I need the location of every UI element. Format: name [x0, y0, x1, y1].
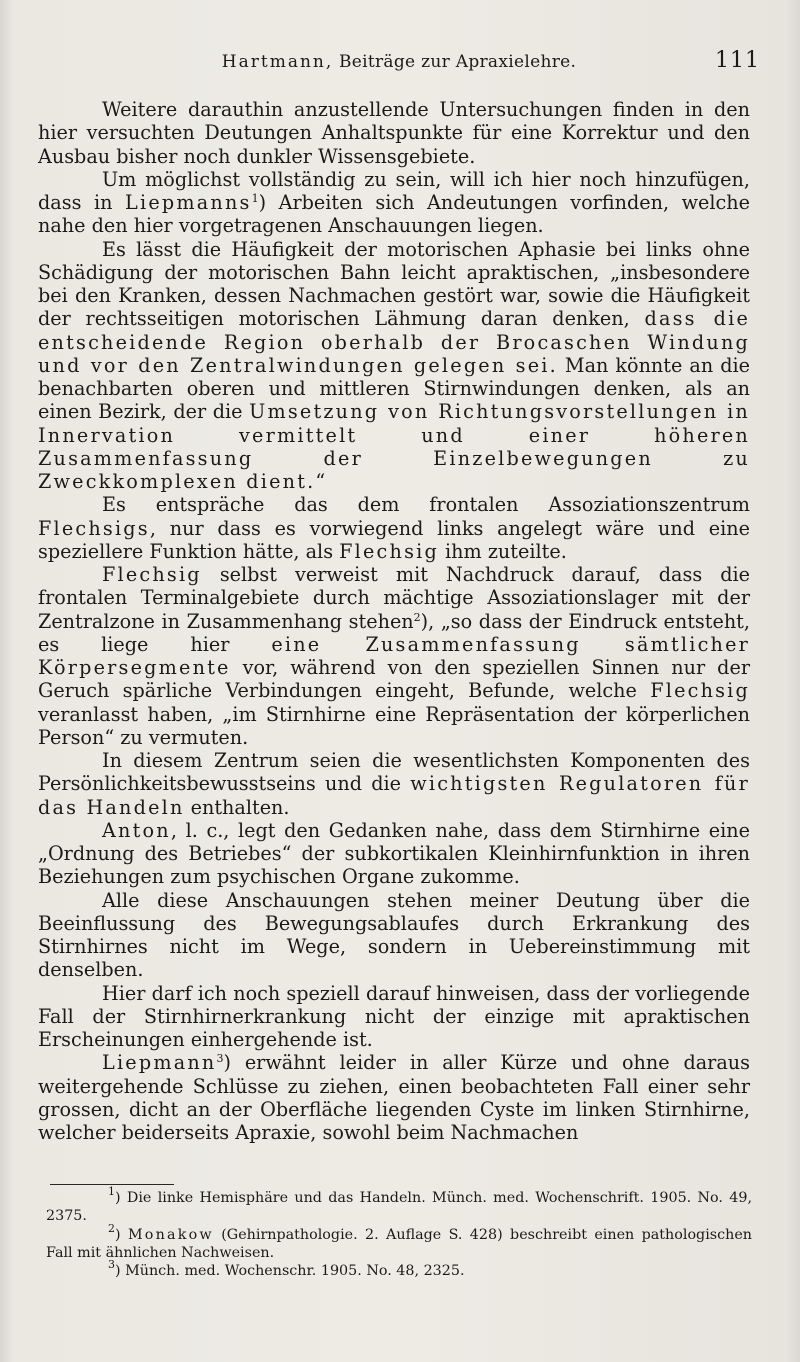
- paragraph: [38, 168, 750, 238]
- page-number: 111: [715, 48, 760, 73]
- text-run: enthalten.: [184, 795, 290, 819]
- text-run: selbst verweist mit Nachdruck darauf, dass die frontalen Terminalgebiete durch mächtige Assoziationslager mit der Zentralzone in Zusammenhang stehen: [38, 563, 750, 633]
- spaced-text: Monakow: [127, 1226, 214, 1243]
- text-run: In diesem Zentrum seien die wesentlichsten Komponenten des Persönlichkeitsbewusstseins und die: [38, 749, 750, 796]
- text-run: ), „so dass der Eindruck entsteht, es liege hier: [38, 609, 750, 656]
- spaced-text: eine Zusammenfassung sämtlicher Körpersegmente: [38, 632, 750, 679]
- text-run: (Gehirnpathologie. 2. Auflage S. 428) beschreibt einen pathologischen Fall mit ähnlichen Nachweisen.: [46, 1226, 752, 1261]
- text-run: Weitere darauthin anzustellende Untersuchungen finden in den hier versuchten Deutungen Anhaltspunkte für eine Korrektur und den Ausbau bisher noch dunkler Wissensgebiete.: [38, 98, 750, 168]
- running-head-author: Hartmann,: [221, 52, 334, 72]
- text-run: Man könnte an die benachbarten oberen und mittleren Stirnwindungen denken, als an einen Bezirk, der die: [38, 353, 750, 424]
- paragraph: [38, 98, 750, 168]
- spaced-text: Liepmanns: [125, 191, 252, 214]
- paragraph: [38, 819, 750, 889]
- footnote: [46, 1258, 752, 1280]
- text-run: ) Münch. med. Wochenschr. 1905. No. 48, 2325.: [115, 1263, 465, 1280]
- spaced-text: Umsetzung von Richtungsvorstellungen in Innervation vermittelt und einer höheren Zusammenfassung der Einzelbewegungen zu Zweckkomplexen dient.: [38, 400, 750, 493]
- spaced-text: dass die entscheidende Region oberhalb der Brocaschen Windung und vor den Zentralwindungen gelegen sei.: [38, 307, 750, 377]
- text-run: ): [115, 1226, 128, 1243]
- footnote-marker: 1: [251, 192, 259, 205]
- footnote: [46, 1221, 752, 1263]
- paragraph: [38, 889, 750, 982]
- footnote: [46, 1185, 752, 1226]
- text-run: ) erwähnt leider in aller Kürze und ohne daraus weitergehende Schlüsse zu ziehen, einen beobachteten Fall einer sehr grossen, dicht an der Oberfläche liegenden Cyste im linken Stirnhirne, welcher beiderseits Apraxie, sowohl beim Nachmachen: [38, 1051, 750, 1144]
- text-run: Um möglichst vollständig zu sein, will ich hier noch hinzufügen, dass in: [38, 167, 750, 214]
- footnote-marker: 2: [413, 610, 421, 624]
- text-run: Alle diese Anschauungen stehen meiner Deutung über die Beeinflussung des Bewegungsablaufes durch Erkrankung des Stirnhirnes nicht im Wege, sondern in Uebereinstimmung mit denselben.: [38, 888, 750, 982]
- footnote-marker: 3: [108, 1258, 115, 1272]
- footnote-marker: 3: [216, 1052, 224, 1066]
- text-run: Es lässt die Häufigkeit der motorischen Aphasie bei links ohne Schädigung der motorischen Bahn leicht apraktischen, „insbesondere bei den Kranken, dessen Nachmachen gestört war, sowie die Häufigkeit der rechtsseitigen motorischen Lähmung daran denken,: [38, 237, 750, 331]
- text-run: veranlasst haben, „im Stirnhirne eine Repräsentation der körperlichen Person“ zu vermuten.: [38, 702, 750, 749]
- text-run: ) Die linke Hemisphäre und das Handeln. Münch. med. Wochenschrift. 1905. No. 49, 2375.: [46, 1190, 752, 1225]
- spaced-text: Flechsig: [339, 539, 439, 563]
- text-run: , l. c., legt den Gedanken nahe, dass dem Stirnhirne eine „Ordnung des Betriebes“ der subkortikalen Kleinhirnfunktion in ihren Beziehungen zum psychischen Organe zukomme.: [38, 818, 750, 889]
- paragraph: [38, 493, 750, 563]
- text-run: “: [315, 470, 326, 493]
- text-run: vor, während von den speziellen Sinnen nur der Geruch spärliche Verbindungen eingeht, Befunde, welche: [38, 656, 750, 703]
- body-text: [38, 98, 750, 1144]
- running-head: [38, 52, 760, 72]
- footnote-marker: 1: [108, 1185, 115, 1198]
- text-run: ) Arbeiten sich Andeutungen vorfinden, welche nahe den hier vorgetragenen Anschauungen liegen.: [38, 191, 750, 238]
- spaced-text: Flechsig: [102, 563, 202, 586]
- paragraph: [38, 238, 750, 494]
- spaced-text: Liepmann: [102, 1051, 217, 1075]
- text-run: ihm zuteilte.: [438, 539, 567, 563]
- page-header: [38, 48, 760, 80]
- text-run: Es entspräche das dem frontalen Assoziationszentrum: [102, 493, 750, 517]
- text-run: Hier darf ich noch speziell darauf hinweisen, dass der vorliegende Fall der Stirnhirnerkrankung nicht der einzige mit apraktischen Erscheinungen einhergehende ist.: [38, 981, 750, 1051]
- paragraph: [38, 982, 750, 1052]
- footnotes: [46, 1185, 752, 1280]
- spaced-text: wichtigsten Regulatoren für das Handeln: [38, 772, 750, 819]
- spaced-text: Flechsigs: [38, 516, 150, 540]
- paragraph: [38, 1051, 750, 1144]
- spaced-text: Anton: [102, 818, 171, 842]
- running-head-title: Beiträge zur Apraxielehre.: [333, 52, 577, 72]
- text-run: , nur dass es vorwiegend links angelegt wäre und eine speziellere Funktion hätte, als: [38, 516, 750, 563]
- spaced-text: Flechsig: [650, 679, 750, 703]
- paragraph: [38, 563, 750, 749]
- paragraph: [38, 749, 750, 819]
- footnote-marker: 2: [108, 1221, 115, 1235]
